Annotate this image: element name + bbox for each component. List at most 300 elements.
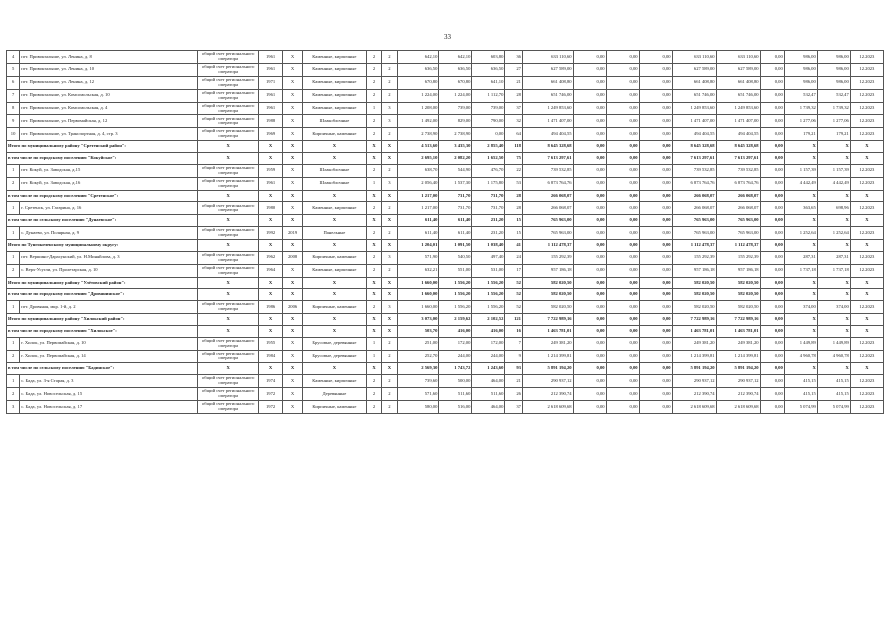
table-cell: 494 404,55 <box>716 128 760 141</box>
table-cell: 1 038,40 <box>472 239 505 251</box>
table-cell: 6 873 764,76 <box>672 177 716 190</box>
table-cell: 7 722 989,16 <box>716 314 760 326</box>
table-cell: 290 937,12 <box>672 375 716 388</box>
table-cell: 0,00 <box>639 277 672 289</box>
table-cell: 2 <box>366 375 381 388</box>
table-cell: 287,31 <box>784 251 817 264</box>
table-cell: 172,00 <box>439 337 472 350</box>
table-cell: 986,00 <box>817 63 850 76</box>
table-cell: 0,00 <box>606 264 639 277</box>
table-cell: 0,00 <box>639 375 672 388</box>
table-cell: 249 381,20 <box>716 337 760 350</box>
table-cell: общий счет регионального оператора <box>198 202 259 215</box>
table-cell: X <box>258 277 282 289</box>
table-cell: 1 112 478,37 <box>716 239 760 251</box>
table-cell: 636,50 <box>472 63 505 76</box>
table-cell: 244,00 <box>472 350 505 363</box>
table-cell: X <box>258 239 282 251</box>
table-cell: общий счет регионального оператора <box>198 375 259 388</box>
table-cell: 2 <box>366 89 381 102</box>
table-row <box>7 251 884 264</box>
table-cell: X <box>198 215 259 227</box>
table-cell: 0,00 <box>639 177 672 190</box>
table-cell: с. Верх-Усугли, ул. Пролетарская, д. 10 <box>20 264 198 277</box>
table-cell: общий счет регионального оператора <box>198 76 259 89</box>
table-cell: 0,00 <box>760 141 784 153</box>
table-cell: 374,00 <box>784 301 817 314</box>
total-row <box>7 314 884 326</box>
table-cell: 0,00 <box>639 202 672 215</box>
table-cell: 1 204,01 <box>397 239 439 251</box>
table-cell: 0,00 <box>639 63 672 76</box>
table-cell: X <box>283 63 303 76</box>
table-row <box>7 337 884 350</box>
table-cell: X <box>283 177 303 190</box>
table-cell: 231,20 <box>472 215 505 227</box>
table-cell: 0,00 <box>573 375 606 388</box>
table-cell: 0,00 <box>573 325 606 337</box>
table-cell: 651 746,00 <box>716 89 760 102</box>
table-cell: 582 020,50 <box>716 277 760 289</box>
table-cell: X <box>850 215 883 227</box>
table-cell: Кирпичные, каменные <box>302 401 366 414</box>
table-cell: 511,60 <box>472 388 505 401</box>
table-cell: 0,00 <box>639 76 672 89</box>
table-cell: 0,00 <box>606 141 639 153</box>
table-cell: 251,00 <box>397 337 439 350</box>
table-cell: общий счет регионального оператора <box>198 388 259 401</box>
table-cell: 0,00 <box>639 350 672 363</box>
table-cell: 0,00 <box>573 289 606 301</box>
table-cell: 12.2023 <box>850 401 883 414</box>
table-cell: 0,00 <box>606 115 639 128</box>
table-cell: 52 <box>505 277 523 289</box>
table-cell: 0,00 <box>639 51 672 64</box>
table-cell: 287,31 <box>817 251 850 264</box>
table-cell: 1 <box>7 227 20 240</box>
table-cell: X <box>366 277 381 289</box>
table-cell: 12.2023 <box>850 76 883 89</box>
table-cell: 765 963,00 <box>522 227 573 240</box>
table-cell: 0,00 <box>639 115 672 128</box>
table-cell: 0,00 <box>639 264 672 277</box>
table-cell: пгт. Привокзалыше, ул. Транспортная, д. 4, стр. 3 <box>20 128 198 141</box>
table-cell: 2 <box>382 164 397 177</box>
table-cell: 0,00 <box>573 350 606 363</box>
table-cell: 986,00 <box>784 76 817 89</box>
table-cell: X <box>784 289 817 301</box>
table-cell: 12.2023 <box>850 388 883 401</box>
table-cell: 2 569,30 <box>397 363 439 375</box>
table-cell: 2 056,40 <box>397 177 439 190</box>
table-cell: 2 102,52 <box>472 314 505 326</box>
table-cell: 582 020,50 <box>522 277 573 289</box>
total-row <box>7 363 884 375</box>
table-cell: 17 <box>505 264 523 277</box>
table-cell: 7 <box>7 89 20 102</box>
table-cell: 415,15 <box>817 388 850 401</box>
table-cell: 2 <box>366 202 381 215</box>
table-cell: 15 <box>505 227 523 240</box>
table-cell: X <box>283 115 303 128</box>
table-cell: X <box>817 314 850 326</box>
table-cell: 8 645 328,68 <box>716 141 760 153</box>
table-cell: X <box>283 350 303 363</box>
table-cell: X <box>283 375 303 388</box>
table-cell: 0,00 <box>606 251 639 264</box>
table-cell: 9 <box>7 115 20 128</box>
table-cell: 661 408,80 <box>522 76 573 89</box>
table-cell: 0,00 <box>573 128 606 141</box>
table-cell: 12.2023 <box>850 202 883 215</box>
table-cell: 765 963,00 <box>716 227 760 240</box>
table-cell: 661 408,80 <box>716 76 760 89</box>
table-cell: 1 660,00 <box>397 289 439 301</box>
table-cell: X <box>817 239 850 251</box>
table-cell: X <box>302 363 366 375</box>
table-cell: X <box>850 141 883 153</box>
table-cell: 0,00 <box>760 301 784 314</box>
table-cell: 627 589,00 <box>716 63 760 76</box>
table-cell: Каменные, кирпичные <box>302 375 366 388</box>
table-cell: 2 695,10 <box>397 153 439 165</box>
table-cell: 1 <box>7 202 20 215</box>
table-cell: 0,00 <box>606 289 639 301</box>
table-cell: X <box>283 153 303 165</box>
table-cell: 5 891 194,20 <box>522 363 573 375</box>
table-cell: 0,00 <box>639 289 672 301</box>
table-cell: 0,00 <box>639 363 672 375</box>
table-cell: общий счет регионального оператора <box>198 350 259 363</box>
total-label: в том числе по сельскому поселению "Бадинское": <box>7 363 198 375</box>
table-cell: 8 645 328,68 <box>672 141 716 153</box>
table-cell: 1 224,00 <box>439 89 472 102</box>
table-cell: 363,65 <box>784 202 817 215</box>
table-cell: 212 390,74 <box>522 388 573 401</box>
table-cell: X <box>302 277 366 289</box>
table-cell: 551,00 <box>439 264 472 277</box>
table-cell: 829,00 <box>439 115 472 128</box>
table-cell: 1 556,20 <box>439 289 472 301</box>
table-cell: 0,00 <box>606 76 639 89</box>
table-cell: 179,21 <box>817 128 850 141</box>
table-cell: 1 556,20 <box>439 301 472 314</box>
table-cell: 0,00 <box>760 264 784 277</box>
table-cell: 244,00 <box>439 350 472 363</box>
table-cell: пгт. Привокзалыше, ул. Комсомольская, д. 4 <box>20 102 198 115</box>
table-cell: 739 532,85 <box>522 164 573 177</box>
table-cell: 4 442,49 <box>817 177 850 190</box>
table-cell: 0,00 <box>760 388 784 401</box>
table-row <box>7 76 884 89</box>
table-cell: X <box>850 325 883 337</box>
table-cell: X <box>302 325 366 337</box>
table-cell: 1 537,30 <box>439 177 472 190</box>
table-cell: 93 <box>505 363 523 375</box>
table-cell: 3 073,00 <box>397 314 439 326</box>
table-cell: 0,00 <box>760 115 784 128</box>
table-cell: Каменные, кирпичные <box>302 76 366 89</box>
table-cell: 2 <box>382 202 397 215</box>
table-cell: 0,00 <box>639 128 672 141</box>
table-cell: X <box>302 314 366 326</box>
table-cell: 1972 <box>258 401 282 414</box>
table-cell: 582 020,50 <box>522 289 573 301</box>
table-cell: Каменные, кирпичные <box>302 202 366 215</box>
table-cell: 12.2023 <box>850 89 883 102</box>
table-cell: 2 <box>382 76 397 89</box>
table-cell: 7 <box>505 337 523 350</box>
table-cell: 0,00 <box>606 325 639 337</box>
table-cell: 0,00 <box>760 314 784 326</box>
table-cell: 0,00 <box>760 227 784 240</box>
table-cell: 1 214 399,81 <box>522 350 573 363</box>
table-cell: 2 <box>382 264 397 277</box>
table-cell: общий счет регионального оператора <box>198 227 259 240</box>
table-cell: 0,00 <box>573 401 606 414</box>
table-cell: 651 746,00 <box>672 89 716 102</box>
table-cell: 1 175,80 <box>472 177 505 190</box>
table-cell: X <box>283 388 303 401</box>
table-cell: 3 <box>7 401 20 414</box>
table-cell: 16 <box>505 325 523 337</box>
table-cell: 2 <box>382 89 397 102</box>
table-cell: X <box>198 363 259 375</box>
table-cell: 0,00 <box>760 239 784 251</box>
table-cell: X <box>283 51 303 64</box>
table-cell: 4 513,60 <box>397 141 439 153</box>
table-cell: общий счет регионального оператора <box>198 128 259 141</box>
table-cell: X <box>784 314 817 326</box>
table-cell: X <box>382 289 397 301</box>
table-cell: 1 463 781,01 <box>672 325 716 337</box>
table-cell: 0,00 <box>573 115 606 128</box>
table-cell: 3 <box>382 115 397 128</box>
table-cell: общий счет регионального оператора <box>198 264 259 277</box>
table-cell: 1986 <box>258 301 282 314</box>
table-cell: 0,00 <box>606 63 639 76</box>
table-cell: X <box>817 190 850 202</box>
table-cell: 1 660,00 <box>397 277 439 289</box>
table-cell: 651 746,00 <box>522 89 573 102</box>
table-cell: 611,40 <box>439 215 472 227</box>
table-cell: 2 <box>382 51 397 64</box>
table-cell: 2008 <box>283 251 303 264</box>
table-cell: X <box>784 239 817 251</box>
table-cell: 1969 <box>258 128 282 141</box>
table-cell: 1 157,39 <box>817 164 850 177</box>
table-cell: 500,00 <box>439 375 472 388</box>
table-cell: 2 <box>382 388 397 401</box>
table-cell: X <box>784 325 817 337</box>
table-cell: 7 722 989,16 <box>522 314 573 326</box>
table-cell: 1 252,64 <box>817 227 850 240</box>
table-cell: г. Сретенск, ул. Гагарина, д. 16 <box>20 202 198 215</box>
table-cell: 2 <box>366 76 381 89</box>
table-cell: 0,00 <box>760 202 784 215</box>
table-cell: с. Бада, ул. Новосельская, д. 17 <box>20 401 198 414</box>
table-cell: 0,00 <box>606 401 639 414</box>
table-cell: 8 <box>7 102 20 115</box>
table-cell: 1972 <box>258 388 282 401</box>
table-cell: 26 <box>505 388 523 401</box>
total-label: в том числе по городскому поселению "Кокуйское": <box>7 153 198 165</box>
table-cell: 0,00 <box>573 388 606 401</box>
table-cell: 0,00 <box>639 388 672 401</box>
table-cell: 1964 <box>258 264 282 277</box>
table-cell: 0,00 <box>639 141 672 153</box>
table-cell: Каменные, кирпичные <box>302 89 366 102</box>
table-cell: 0,00 <box>606 388 639 401</box>
table-cell: 0,00 <box>760 190 784 202</box>
table-row <box>7 51 884 64</box>
table-cell: 1988 <box>258 115 282 128</box>
table-row <box>7 350 884 363</box>
table-cell: 1 463 781,01 <box>522 325 573 337</box>
table-cell: 0,00 <box>573 63 606 76</box>
table-cell: 739,00 <box>439 102 472 115</box>
total-row <box>7 153 884 165</box>
table-cell: 627 589,00 <box>672 63 716 76</box>
table-cell: 290 937,12 <box>522 375 573 388</box>
table-cell: X <box>283 89 303 102</box>
table-cell: X <box>382 314 397 326</box>
table-cell: 1 277,06 <box>784 115 817 128</box>
table-cell: 1 <box>7 375 20 388</box>
table-cell: 4 442,49 <box>784 177 817 190</box>
table-cell: X <box>817 153 850 165</box>
table-cell: X <box>283 337 303 350</box>
table-cell: 179,21 <box>784 128 817 141</box>
table-cell: общий счет регионального оператора <box>198 115 259 128</box>
table-cell: 986,00 <box>784 51 817 64</box>
table-cell: Панельные <box>302 227 366 240</box>
table-cell: 0,00 <box>573 227 606 240</box>
table-cell: 582 020,50 <box>716 289 760 301</box>
table-cell: X <box>302 190 366 202</box>
table-cell: 231,20 <box>472 227 505 240</box>
table-cell: 12.2023 <box>850 337 883 350</box>
table-cell: X <box>366 363 381 375</box>
table-cell: 1 737,18 <box>784 264 817 277</box>
table-cell: 0,00 <box>573 202 606 215</box>
table-cell: 0,00 <box>573 177 606 190</box>
table-cell: 0,00 <box>639 164 672 177</box>
table-cell: 1 224,00 <box>397 89 439 102</box>
table-cell: 1 652,50 <box>472 153 505 165</box>
table-cell: пгт. Кокуй, ул. Заводская, д.16 <box>20 177 198 190</box>
table-cell: 0,00 <box>606 314 639 326</box>
table-cell: 2 618 609,68 <box>716 401 760 414</box>
table-cell: с. Дунаево, ул. Полярная, д. 9 <box>20 227 198 240</box>
table-cell: 670,80 <box>397 76 439 89</box>
table-cell: 1 249 853,60 <box>672 102 716 115</box>
table-cell: Кирпичные, каменные <box>302 301 366 314</box>
table-cell: 1 091,50 <box>439 239 472 251</box>
table-cell: 2 <box>366 388 381 401</box>
table-cell: 765 963,00 <box>672 215 716 227</box>
table-cell: 0,00 <box>760 350 784 363</box>
table-cell: X <box>366 215 381 227</box>
table-cell: X <box>283 102 303 115</box>
table-cell: Брусовые, деревянные <box>302 337 366 350</box>
table-cell: пгт. Привокзалыше, ул. Комсомольская, д. 10 <box>20 89 198 102</box>
table-cell: 1 743,72 <box>439 363 472 375</box>
total-label: Итого по муниципальному району "Сретенский район": <box>7 141 198 153</box>
table-cell: 2006 <box>283 301 303 314</box>
table-cell: 636,50 <box>397 63 439 76</box>
table-cell: X <box>850 190 883 202</box>
table-cell: 986,00 <box>784 63 817 76</box>
table-cell: 540,50 <box>439 251 472 264</box>
table-cell: 1 <box>366 337 381 350</box>
table-cell: 2 159,62 <box>439 314 472 326</box>
table-cell: X <box>283 277 303 289</box>
table-cell: X <box>258 141 282 153</box>
table-cell: 1961 <box>258 102 282 115</box>
table-cell: 1 <box>7 301 20 314</box>
table-cell: 1 <box>7 337 20 350</box>
table-cell: 1 157,39 <box>784 164 817 177</box>
table-cell: 266 068,07 <box>716 202 760 215</box>
table-cell: X <box>258 314 282 326</box>
table-cell: 1 737,18 <box>817 264 850 277</box>
table-cell: X <box>258 289 282 301</box>
table-cell: 6 <box>7 76 20 89</box>
table-cell: 1 217,00 <box>397 190 439 202</box>
table-cell: X <box>258 215 282 227</box>
table-cell: 1 112 478,37 <box>522 239 573 251</box>
table-cell: 5 074,99 <box>784 401 817 414</box>
table-cell: 12.2023 <box>850 51 883 64</box>
table-cell: X <box>283 128 303 141</box>
table-cell: 2 <box>7 388 20 401</box>
table-cell: 0,00 <box>606 164 639 177</box>
table-cell: X <box>817 289 850 301</box>
table-cell: 2 618 609,68 <box>522 401 573 414</box>
table-cell: 1 471 407,00 <box>522 115 573 128</box>
table-cell: 531,00 <box>472 264 505 277</box>
table-cell: X <box>302 215 366 227</box>
table-cell: 212 390,74 <box>672 388 716 401</box>
table-cell: 155 292,39 <box>522 251 573 264</box>
table-cell: 532,47 <box>817 89 850 102</box>
table-cell: X <box>817 363 850 375</box>
table-cell: 2 <box>366 401 381 414</box>
table-cell: 41 <box>505 239 523 251</box>
table-cell: Шлакоблочные <box>302 115 366 128</box>
table-cell: 6 873 764,76 <box>716 177 760 190</box>
table-row <box>7 264 884 277</box>
table-cell: 0,00 <box>760 363 784 375</box>
table-cell: 4 960,78 <box>817 350 850 363</box>
table-cell: 957 186,18 <box>522 264 573 277</box>
table-cell: X <box>366 325 381 337</box>
table-cell: 266 068,07 <box>672 190 716 202</box>
table-cell: 415,15 <box>784 375 817 388</box>
table-cell: 1961 <box>258 177 282 190</box>
table-cell: 2 <box>366 301 381 314</box>
table-cell: 642,10 <box>439 51 472 64</box>
table-cell: 2 <box>382 128 397 141</box>
table-row <box>7 89 884 102</box>
table-cell: общий счет регионального оператора <box>198 102 259 115</box>
table-cell: 1 556,20 <box>439 277 472 289</box>
table-cell: X <box>283 325 303 337</box>
table-cell: 1961 <box>258 89 282 102</box>
table-cell: X <box>850 239 883 251</box>
table-cell: 765 963,00 <box>716 215 760 227</box>
